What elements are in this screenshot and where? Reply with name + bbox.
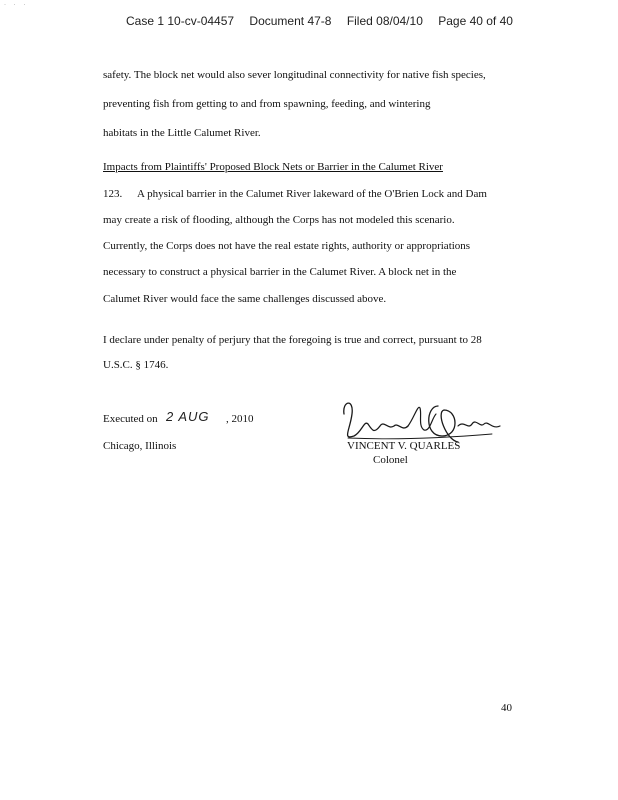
page-count: Page 40 of 40: [438, 14, 513, 28]
body-line-1: safety. The block net would also sever longitudinal connectivity for native fish species,: [103, 69, 486, 81]
section-heading: Impacts from Plaintiffs' Proposed Block Nets or Barrier in the Calumet River: [103, 161, 443, 173]
court-header: [126, 14, 513, 32]
document-number: Document 47-8: [249, 14, 332, 28]
body-line-8: Calumet River would face the same challenges discussed above.: [103, 293, 387, 305]
execution-location: Chicago, Illinois: [103, 440, 177, 452]
signatory-name: VINCENT V. QUARLES: [347, 440, 461, 452]
page-number: 40: [501, 702, 512, 714]
executed-year: , 2010: [226, 413, 254, 425]
handwritten-date: 2 AUG: [166, 409, 210, 424]
case-number: Case 1 10-cv-04457: [126, 14, 235, 28]
body-line-3: habitats in the Little Calumet River.: [103, 127, 261, 139]
declaration-line-1: I declare under penalty of perjury that the foregoing is true and correct, pursuant to 28: [103, 334, 482, 346]
declaration-line-2: U.S.C. § 1746.: [103, 359, 169, 371]
paragraph-text: A physical barrier in the Calumet River lakeward of the O'Brien Lock and Dam: [137, 188, 487, 200]
signatory-title: Colonel: [373, 454, 408, 466]
body-line-2: preventing fish from getting to and from spawning, feeding, and wintering: [103, 98, 431, 110]
paragraph-number: 123.: [103, 188, 123, 200]
executed-on-label: Executed on: [103, 413, 158, 425]
body-line-5: may create a risk of flooding, although the Corps has not modeled this scenario.: [103, 214, 455, 226]
body-line-7: necessary to construct a physical barrier in the Calumet River. A block net in the: [103, 266, 457, 278]
body-line-6: Currently, the Corps does not have the real estate rights, authority or appropriations: [103, 240, 471, 252]
scan-corner-mark: · · ·: [4, 2, 29, 8]
paragraph-123-line-1: [103, 187, 487, 201]
filed-date: Filed 08/04/10: [346, 14, 423, 28]
